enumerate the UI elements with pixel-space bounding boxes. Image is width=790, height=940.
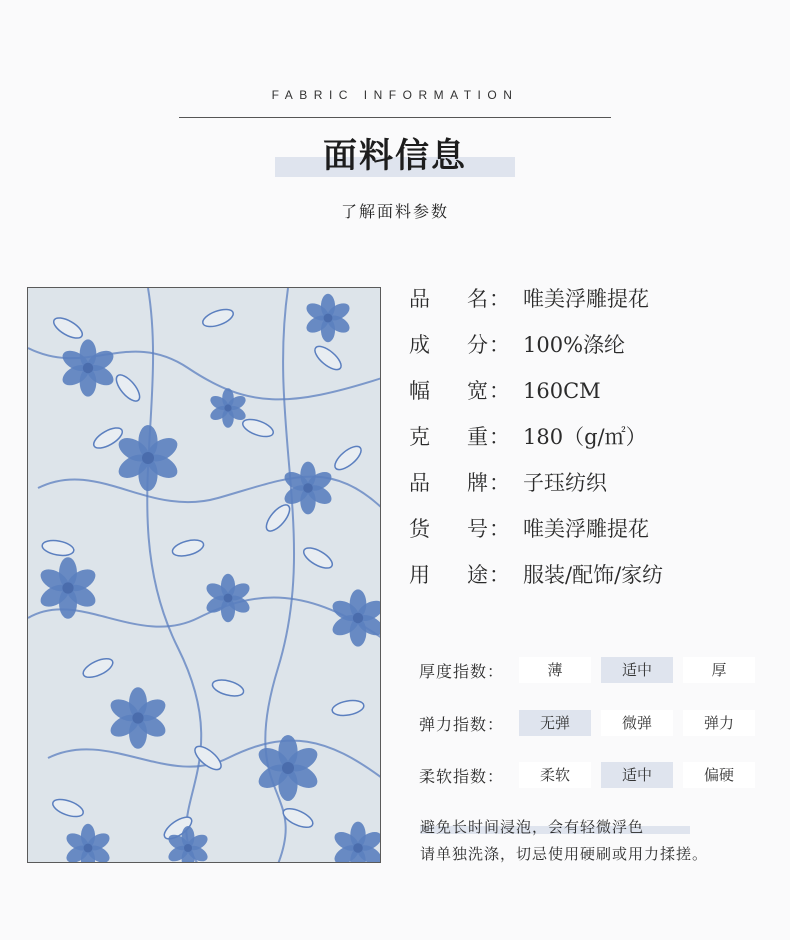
floral-lace-image <box>28 288 381 863</box>
heading-divider <box>179 117 611 118</box>
spec-row-weight: 克 重： 180（g/㎡） <box>409 425 647 449</box>
spec-value: 唯美浮雕提花 <box>523 517 649 541</box>
softness-rating <box>419 762 755 788</box>
spec-row-composition: 成 分： 100%涤纶 <box>409 333 626 357</box>
elasticity-rating <box>419 710 755 736</box>
care-note-1: 避免长时间浸泡，会有轻微浮色 <box>420 818 645 836</box>
spec-value: 100%涤纶 <box>523 333 626 357</box>
spec-value: 160CM <box>523 379 601 403</box>
spec-row-usage: 用 途： 服装/配饰/家纺 <box>409 563 664 587</box>
rating-option: 无弹 <box>519 710 591 736</box>
rating-option: 适中 <box>601 657 673 683</box>
rating-label: 弹力指数： <box>419 714 505 734</box>
rating-option: 柔软 <box>519 762 591 788</box>
spec-value: 唯美浮雕提花 <box>523 287 649 311</box>
english-heading: FABRIC INFORMATION <box>271 88 519 102</box>
page-title: 面料信息 <box>323 136 467 176</box>
spec-row-name: 品 名： 唯美浮雕提花 <box>409 287 649 311</box>
rating-label: 柔软指数： <box>419 766 505 786</box>
rating-option: 适中 <box>601 762 673 788</box>
spec-row-width: 幅 宽： 160CM <box>409 379 601 403</box>
spec-list <box>409 282 663 604</box>
rating-option: 薄 <box>519 657 591 683</box>
rating-option: 弹力 <box>683 710 755 736</box>
spec-row-brand: 品 牌： 子珏纺织 <box>409 471 607 495</box>
spec-value: 服装/配饰/家纺 <box>523 563 664 587</box>
rating-option: 厚 <box>683 657 755 683</box>
thickness-rating <box>419 657 755 683</box>
rating-option: 偏硬 <box>683 762 755 788</box>
page-subtitle: 了解面料参数 <box>340 202 449 221</box>
spec-value: 180（g/㎡） <box>523 425 647 449</box>
spec-value: 子珏纺织 <box>523 471 607 495</box>
fabric-photo <box>27 287 381 863</box>
rating-option: 微弹 <box>601 710 673 736</box>
rating-label: 厚度指数： <box>419 661 505 681</box>
care-note-2: 请单独洗涤，切忌使用硬刷或用力揉搓。 <box>420 845 709 863</box>
spec-row-item-number: 货 号： 唯美浮雕提花 <box>409 517 649 541</box>
